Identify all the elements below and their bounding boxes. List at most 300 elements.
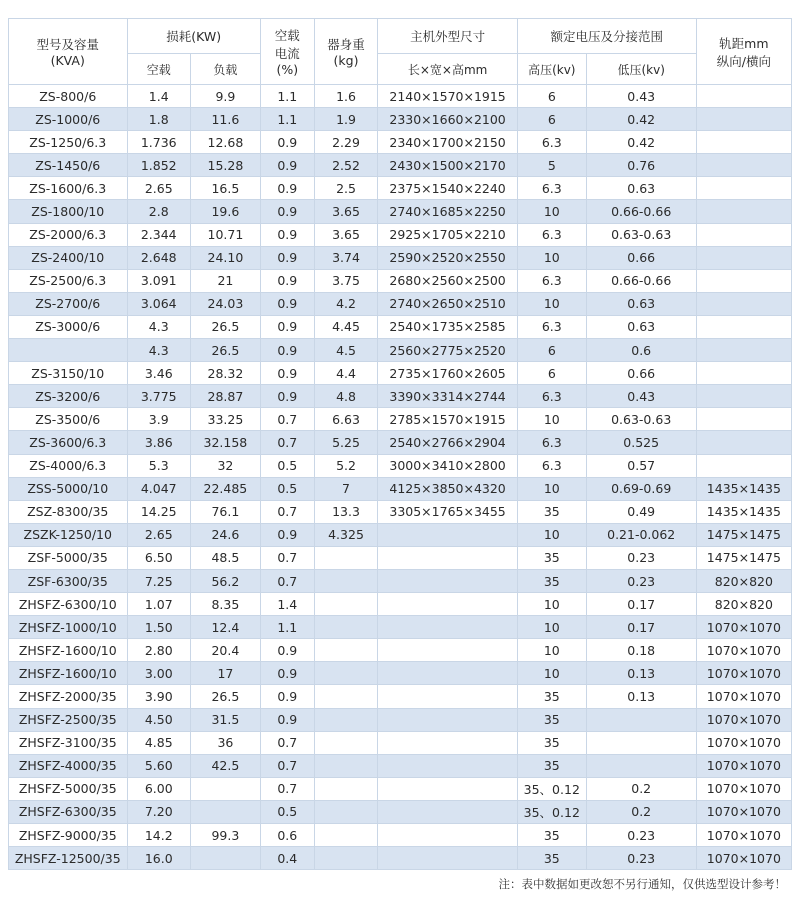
load-loss-cell: 33.25 xyxy=(190,408,260,431)
weight-cell xyxy=(314,569,377,592)
high-voltage-cell: 6.3 xyxy=(517,223,586,246)
weight-cell: 3.75 xyxy=(314,269,377,292)
low-voltage-cell: 0.63 xyxy=(586,292,696,315)
load-loss-cell: 24.6 xyxy=(190,523,260,546)
noload-current-cell: 0.9 xyxy=(260,339,314,362)
noload-loss-cell: 5.3 xyxy=(127,454,190,477)
model-header-label: 型号及容量 xyxy=(36,37,99,52)
rail-gauge-cell: 1070×1070 xyxy=(696,731,791,754)
high-voltage-cell: 35 xyxy=(517,685,586,708)
table-row xyxy=(9,847,792,870)
high-voltage-cell: 35、0.12 xyxy=(517,777,586,800)
model-cell: ZS-4000/6.3 xyxy=(9,454,128,477)
high-voltage-cell: 35、0.12 xyxy=(517,800,586,823)
noload-current-cell: 0.7 xyxy=(260,500,314,523)
low-voltage-cell: 0.2 xyxy=(586,777,696,800)
weight-cell xyxy=(314,731,377,754)
low-voltage-cell: 0.23 xyxy=(586,824,696,847)
table-row xyxy=(9,477,792,500)
weight-cell xyxy=(314,824,377,847)
model-cell: ZSS-5000/10 xyxy=(9,477,128,500)
model-cell: ZS-800/6 xyxy=(9,85,128,108)
rail-gauge-cell xyxy=(696,154,791,177)
load-loss-cell: 42.5 xyxy=(190,754,260,777)
noload-loss-cell: 3.775 xyxy=(127,385,190,408)
noload-current-cell: 0.5 xyxy=(260,477,314,500)
low-voltage-cell: 0.23 xyxy=(586,569,696,592)
noload-current-cell: 0.9 xyxy=(260,246,314,269)
rail-gauge-cell: 1475×1475 xyxy=(696,546,791,569)
model-header-unit: (KVA) xyxy=(50,53,85,68)
footnote: 注：表中数据如更改恕不另行通知，仅供选型设计参考！ xyxy=(498,877,786,891)
low-voltage-cell: 0.23 xyxy=(586,847,696,870)
model-cell xyxy=(9,339,128,362)
rail-gauge-cell: 1070×1070 xyxy=(696,616,791,639)
weight-cell: 4.4 xyxy=(314,362,377,385)
noload-current-cell: 0.7 xyxy=(260,731,314,754)
noload-current-cell: 0.7 xyxy=(260,408,314,431)
dimensions-cell: 2540×1735×2585 xyxy=(378,315,518,338)
high-voltage-cell: 10 xyxy=(517,200,586,223)
dimensions-cell: 2540×2766×2904 xyxy=(378,431,518,454)
noload-loss-cell: 2.65 xyxy=(127,177,190,200)
model-cell: ZS-1450/6 xyxy=(9,154,128,177)
rail-gauge-cell: 1070×1070 xyxy=(696,662,791,685)
rail-gauge-cell: 1070×1070 xyxy=(696,847,791,870)
weight-cell: 4.325 xyxy=(314,523,377,546)
model-cell: ZS-3500/6 xyxy=(9,408,128,431)
dimensions-cell: 2560×2775×2520 xyxy=(378,339,518,362)
model-cell: ZHSFZ-6300/35 xyxy=(9,800,128,823)
model-cell: ZHSFZ-2500/35 xyxy=(9,708,128,731)
model-cell: ZHSFZ-1600/10 xyxy=(9,662,128,685)
dimensions-cell: 2925×1705×2210 xyxy=(378,223,518,246)
low-voltage-cell: 0.13 xyxy=(586,662,696,685)
rail-gauge-cell xyxy=(696,454,791,477)
load-loss-cell: 56.2 xyxy=(190,569,260,592)
table-row xyxy=(9,315,792,338)
table-row xyxy=(9,108,792,131)
low-voltage-cell: 0.63-0.63 xyxy=(586,408,696,431)
low-voltage-cell: 0.525 xyxy=(586,431,696,454)
rail-gauge-cell xyxy=(696,223,791,246)
table-row xyxy=(9,800,792,823)
table-row xyxy=(9,662,792,685)
model-cell: ZSF-5000/35 xyxy=(9,546,128,569)
noload-current-cell: 0.7 xyxy=(260,777,314,800)
dimensions-cell xyxy=(378,685,518,708)
load-loss-cell: 11.6 xyxy=(190,108,260,131)
table-row xyxy=(9,177,792,200)
model-cell: ZS-1800/10 xyxy=(9,200,128,223)
high-voltage-cell: 6 xyxy=(517,362,586,385)
noload-loss-cell: 16.0 xyxy=(127,847,190,870)
noload-current-cell: 0.9 xyxy=(260,223,314,246)
load-loss-cell: 26.5 xyxy=(190,315,260,338)
noload-current-cell: 0.9 xyxy=(260,131,314,154)
weight-cell: 7 xyxy=(314,477,377,500)
model-cell: ZHSFZ-12500/35 xyxy=(9,847,128,870)
table-row xyxy=(9,269,792,292)
weight-cell: 4.2 xyxy=(314,292,377,315)
model-cell: ZHSFZ-1600/10 xyxy=(9,639,128,662)
dimensions-cell xyxy=(378,616,518,639)
rail-gauge-cell: 1070×1070 xyxy=(696,708,791,731)
table-row xyxy=(9,431,792,454)
table-row xyxy=(9,385,792,408)
weight-header-line1: 器身重 xyxy=(327,37,365,52)
load-loss-cell: 24.03 xyxy=(190,292,260,315)
weight-header xyxy=(314,19,377,85)
table-row xyxy=(9,824,792,847)
high-voltage-cell: 35 xyxy=(517,569,586,592)
low-voltage-cell: 0.76 xyxy=(586,154,696,177)
noload-loss-cell: 1.50 xyxy=(127,616,190,639)
noload-current-cell: 0.9 xyxy=(260,523,314,546)
noload-loss-cell: 3.091 xyxy=(127,269,190,292)
load-loss-cell: 36 xyxy=(190,731,260,754)
model-cell: ZHSFZ-5000/35 xyxy=(9,777,128,800)
weight-cell xyxy=(314,616,377,639)
noload-current-cell: 0.9 xyxy=(260,708,314,731)
noload-current-cell: 0.4 xyxy=(260,847,314,870)
weight-header-line2: (kg) xyxy=(333,53,359,68)
rail-gauge-cell xyxy=(696,431,791,454)
high-voltage-cell: 35 xyxy=(517,546,586,569)
low-voltage-header: 低压(kv) xyxy=(586,54,696,85)
dimensions-cell: 2680×2560×2500 xyxy=(378,269,518,292)
noload-loss-cell: 1.4 xyxy=(127,85,190,108)
noload-loss-cell: 6.50 xyxy=(127,546,190,569)
voltage-header: 额定电压及分接范围 xyxy=(517,19,696,54)
noload-loss-cell: 6.00 xyxy=(127,777,190,800)
dimensions-cell: 3000×3410×2800 xyxy=(378,454,518,477)
dimensions-cell xyxy=(378,639,518,662)
rail-gauge-cell: 1070×1070 xyxy=(696,639,791,662)
load-loss-cell: 48.5 xyxy=(190,546,260,569)
model-cell: ZHSFZ-3100/35 xyxy=(9,731,128,754)
rail-gauge-cell xyxy=(696,385,791,408)
noload-current-cell: 1.1 xyxy=(260,616,314,639)
high-voltage-cell: 6.3 xyxy=(517,315,586,338)
low-voltage-cell: 0.17 xyxy=(586,593,696,616)
high-voltage-header: 高压(kv) xyxy=(517,54,586,85)
rail-gauge-cell xyxy=(696,292,791,315)
weight-cell xyxy=(314,847,377,870)
low-voltage-cell: 0.42 xyxy=(586,131,696,154)
noload-loss-cell: 4.3 xyxy=(127,315,190,338)
load-loss-cell: 26.5 xyxy=(190,339,260,362)
model-cell: ZS-1600/6.3 xyxy=(9,177,128,200)
transformer-spec-table xyxy=(8,18,792,870)
noload-loss-cell: 3.90 xyxy=(127,685,190,708)
noload-loss-cell: 3.00 xyxy=(127,662,190,685)
high-voltage-cell: 10 xyxy=(517,639,586,662)
dimensions-cell: 2140×1570×1915 xyxy=(378,85,518,108)
noload-current-cell: 0.9 xyxy=(260,662,314,685)
high-voltage-cell: 35 xyxy=(517,731,586,754)
weight-cell xyxy=(314,593,377,616)
low-voltage-cell xyxy=(586,754,696,777)
load-loss-cell: 21 xyxy=(190,269,260,292)
rail-gauge-cell: 1070×1070 xyxy=(696,754,791,777)
table-row xyxy=(9,246,792,269)
dimensions-cell: 3305×1765×3455 xyxy=(378,500,518,523)
load-loss-cell: 28.87 xyxy=(190,385,260,408)
rail-gauge-cell xyxy=(696,108,791,131)
table-row xyxy=(9,131,792,154)
dims-sub-header: 长×宽×高mm xyxy=(378,54,518,85)
weight-cell: 2.29 xyxy=(314,131,377,154)
model-cell: ZHSFZ-6300/10 xyxy=(9,593,128,616)
model-cell: ZHSFZ-9000/35 xyxy=(9,824,128,847)
noload-loss-cell: 1.8 xyxy=(127,108,190,131)
noload-loss-cell: 3.064 xyxy=(127,292,190,315)
weight-cell xyxy=(314,546,377,569)
load-loss-cell: 32 xyxy=(190,454,260,477)
current-header-line1: 空载 xyxy=(274,28,300,43)
load-loss-cell: 24.10 xyxy=(190,246,260,269)
weight-cell xyxy=(314,800,377,823)
noload-current-cell: 1.4 xyxy=(260,593,314,616)
load-loss-cell: 17 xyxy=(190,662,260,685)
high-voltage-cell: 35 xyxy=(517,500,586,523)
table-row xyxy=(9,454,792,477)
noload-loss-cell: 4.047 xyxy=(127,477,190,500)
model-cell: ZS-3600/6.3 xyxy=(9,431,128,454)
noload-loss-cell: 2.648 xyxy=(127,246,190,269)
noload-current-cell: 0.9 xyxy=(260,269,314,292)
model-cell: ZS-3200/6 xyxy=(9,385,128,408)
model-cell: ZHSFZ-4000/35 xyxy=(9,754,128,777)
noload-loss-cell: 2.80 xyxy=(127,639,190,662)
rail-gauge-cell xyxy=(696,177,791,200)
high-voltage-cell: 10 xyxy=(517,662,586,685)
noload-current-cell: 0.9 xyxy=(260,315,314,338)
weight-cell: 3.65 xyxy=(314,200,377,223)
high-voltage-cell: 6.3 xyxy=(517,269,586,292)
table-row xyxy=(9,685,792,708)
weight-cell: 3.65 xyxy=(314,223,377,246)
table-row xyxy=(9,85,792,108)
low-voltage-cell: 0.17 xyxy=(586,616,696,639)
dimensions-cell xyxy=(378,593,518,616)
low-voltage-cell: 0.2 xyxy=(586,800,696,823)
noload-loss-cell: 4.50 xyxy=(127,708,190,731)
load-loss-cell: 76.1 xyxy=(190,500,260,523)
dimensions-cell xyxy=(378,777,518,800)
high-voltage-cell: 6 xyxy=(517,339,586,362)
dimensions-cell: 2785×1570×1915 xyxy=(378,408,518,431)
table-row xyxy=(9,523,792,546)
load-loss-cell: 15.28 xyxy=(190,154,260,177)
dimensions-cell xyxy=(378,523,518,546)
noload-current-cell: 0.5 xyxy=(260,800,314,823)
dimensions-cell xyxy=(378,708,518,731)
rail-gauge-cell: 1070×1070 xyxy=(696,685,791,708)
weight-cell xyxy=(314,708,377,731)
rail-gauge-cell xyxy=(696,246,791,269)
noload-current-cell: 0.9 xyxy=(260,639,314,662)
model-cell: ZS-3150/10 xyxy=(9,362,128,385)
current-header-line3: (%) xyxy=(276,62,299,77)
noload-current-cell: 0.9 xyxy=(260,685,314,708)
high-voltage-cell: 35 xyxy=(517,847,586,870)
rail-gauge-cell xyxy=(696,408,791,431)
load-loss-cell: 32.158 xyxy=(190,431,260,454)
current-header-line2: 电流 xyxy=(274,46,300,61)
table-row xyxy=(9,292,792,315)
model-cell: ZHSFZ-2000/35 xyxy=(9,685,128,708)
low-voltage-cell: 0.66 xyxy=(586,362,696,385)
noload-loss-cell: 3.86 xyxy=(127,431,190,454)
high-voltage-cell: 6.3 xyxy=(517,177,586,200)
table-header xyxy=(9,19,792,85)
table-row xyxy=(9,223,792,246)
high-voltage-cell: 10 xyxy=(517,477,586,500)
high-voltage-cell: 35 xyxy=(517,754,586,777)
noload-current-cell: 1.1 xyxy=(260,108,314,131)
noload-loss-cell: 5.60 xyxy=(127,754,190,777)
noload-loss-cell: 14.2 xyxy=(127,824,190,847)
table-row xyxy=(9,593,792,616)
high-voltage-cell: 10 xyxy=(517,523,586,546)
low-voltage-cell: 0.66 xyxy=(586,246,696,269)
high-voltage-cell: 10 xyxy=(517,408,586,431)
table-row xyxy=(9,408,792,431)
rail-gauge-cell: 1070×1070 xyxy=(696,800,791,823)
weight-cell xyxy=(314,685,377,708)
noload-loss-header: 空载 xyxy=(127,54,190,85)
low-voltage-cell: 0.23 xyxy=(586,546,696,569)
dimensions-cell xyxy=(378,569,518,592)
load-loss-cell: 28.32 xyxy=(190,362,260,385)
low-voltage-cell: 0.43 xyxy=(586,385,696,408)
low-voltage-cell: 0.43 xyxy=(586,85,696,108)
load-loss-cell: 31.5 xyxy=(190,708,260,731)
low-voltage-cell: 0.63 xyxy=(586,177,696,200)
high-voltage-cell: 10 xyxy=(517,292,586,315)
dimensions-cell: 2375×1540×2240 xyxy=(378,177,518,200)
weight-cell: 5.2 xyxy=(314,454,377,477)
load-loss-cell: 19.6 xyxy=(190,200,260,223)
weight-cell: 6.63 xyxy=(314,408,377,431)
weight-cell: 13.3 xyxy=(314,500,377,523)
noload-loss-cell: 2.8 xyxy=(127,200,190,223)
model-header xyxy=(9,19,128,85)
high-voltage-cell: 10 xyxy=(517,616,586,639)
dimensions-cell: 2330×1660×2100 xyxy=(378,108,518,131)
table-row xyxy=(9,546,792,569)
dimensions-cell: 3390×3314×2744 xyxy=(378,385,518,408)
high-voltage-cell: 6.3 xyxy=(517,385,586,408)
weight-cell: 4.8 xyxy=(314,385,377,408)
model-cell: ZSF-6300/35 xyxy=(9,569,128,592)
load-loss-cell: 8.35 xyxy=(190,593,260,616)
header-row-1 xyxy=(9,19,792,54)
rail-gauge-cell: 1070×1070 xyxy=(696,824,791,847)
model-cell: ZS-1250/6.3 xyxy=(9,131,128,154)
dimensions-cell: 2340×1700×2150 xyxy=(378,131,518,154)
rail-gauge-cell: 820×820 xyxy=(696,593,791,616)
dimensions-cell: 4125×3850×4320 xyxy=(378,477,518,500)
weight-cell: 4.5 xyxy=(314,339,377,362)
model-cell: ZSZK-1250/10 xyxy=(9,523,128,546)
noload-loss-cell: 7.20 xyxy=(127,800,190,823)
dimensions-cell: 2430×1500×2170 xyxy=(378,154,518,177)
gauge-header-line2: 纵向/横向 xyxy=(716,53,771,69)
high-voltage-cell: 10 xyxy=(517,246,586,269)
load-loss-cell: 26.5 xyxy=(190,685,260,708)
low-voltage-cell: 0.18 xyxy=(586,639,696,662)
rail-gauge-cell xyxy=(696,315,791,338)
low-voltage-cell: 0.57 xyxy=(586,454,696,477)
low-voltage-cell: 0.63 xyxy=(586,315,696,338)
weight-cell: 4.45 xyxy=(314,315,377,338)
table-row xyxy=(9,500,792,523)
weight-cell xyxy=(314,639,377,662)
weight-cell xyxy=(314,754,377,777)
model-cell: ZS-2500/6.3 xyxy=(9,269,128,292)
dimensions-cell xyxy=(378,546,518,569)
model-cell: ZS-2000/6.3 xyxy=(9,223,128,246)
noload-loss-cell: 1.07 xyxy=(127,593,190,616)
rail-gauge-cell: 1435×1435 xyxy=(696,500,791,523)
noload-current-cell: 0.7 xyxy=(260,431,314,454)
weight-cell: 5.25 xyxy=(314,431,377,454)
noload-loss-cell: 2.65 xyxy=(127,523,190,546)
dimensions-cell xyxy=(378,731,518,754)
noload-current-cell: 0.7 xyxy=(260,546,314,569)
noload-current-cell: 0.9 xyxy=(260,292,314,315)
noload-loss-cell: 4.85 xyxy=(127,731,190,754)
table-row xyxy=(9,616,792,639)
dims-header: 主机外型尺寸 xyxy=(378,19,518,54)
noload-loss-cell: 1.852 xyxy=(127,154,190,177)
gauge-header xyxy=(696,19,791,85)
low-voltage-cell: 0.21-0.062 xyxy=(586,523,696,546)
dimensions-cell xyxy=(378,754,518,777)
dimensions-cell: 2590×2520×2550 xyxy=(378,246,518,269)
weight-cell: 2.52 xyxy=(314,154,377,177)
dimensions-cell: 2735×1760×2605 xyxy=(378,362,518,385)
high-voltage-cell: 6 xyxy=(517,85,586,108)
rail-gauge-cell: 1435×1435 xyxy=(696,477,791,500)
low-voltage-cell: 0.63-0.63 xyxy=(586,223,696,246)
rail-gauge-cell xyxy=(696,339,791,362)
model-cell: ZS-1000/6 xyxy=(9,108,128,131)
load-loss-cell: 99.3 xyxy=(190,824,260,847)
table-row xyxy=(9,339,792,362)
dimensions-cell xyxy=(378,824,518,847)
noload-current-cell: 0.5 xyxy=(260,454,314,477)
weight-cell: 2.5 xyxy=(314,177,377,200)
noload-loss-cell: 7.25 xyxy=(127,569,190,592)
table-row xyxy=(9,731,792,754)
load-loss-cell xyxy=(190,777,260,800)
weight-cell xyxy=(314,777,377,800)
noload-current-cell: 0.9 xyxy=(260,154,314,177)
noload-current-cell: 0.6 xyxy=(260,824,314,847)
noload-current-cell: 0.7 xyxy=(260,754,314,777)
load-loss-cell: 12.68 xyxy=(190,131,260,154)
noload-loss-cell: 14.25 xyxy=(127,500,190,523)
load-loss-cell: 9.9 xyxy=(190,85,260,108)
load-loss-cell: 16.5 xyxy=(190,177,260,200)
high-voltage-cell: 35 xyxy=(517,824,586,847)
low-voltage-cell xyxy=(586,731,696,754)
table-row xyxy=(9,200,792,223)
